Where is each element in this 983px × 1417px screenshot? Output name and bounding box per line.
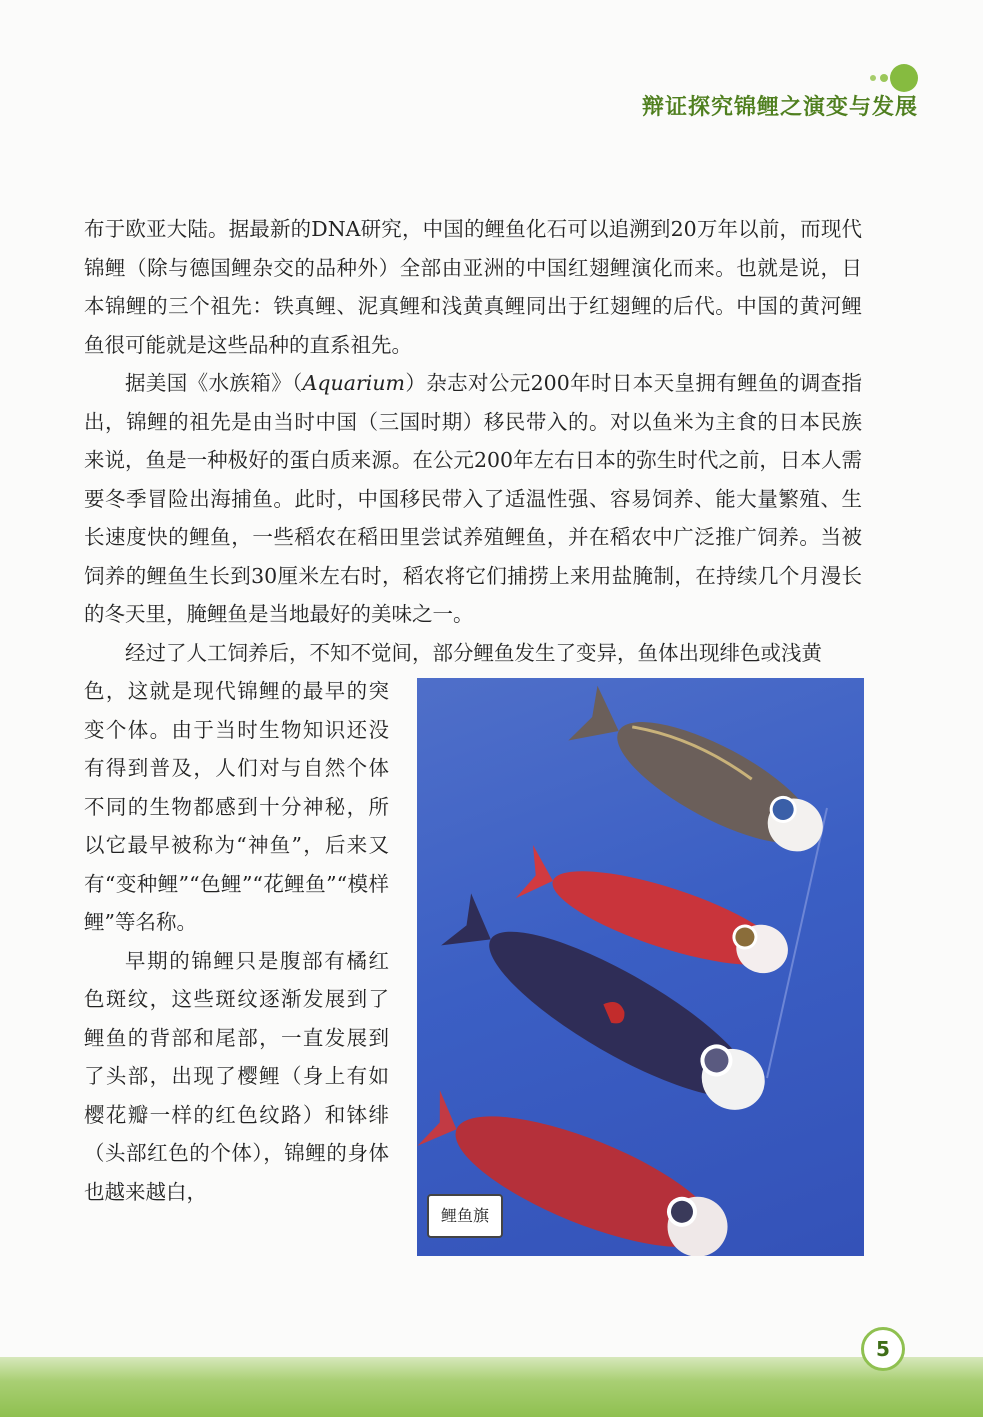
page-number: 5 — [861, 1327, 905, 1371]
carp-streamers-illustration — [417, 678, 864, 1256]
paragraph-3-rest: 色，这就是现代锦鲤的最早的突变个体。由于当时生物知识还没有得到普及，人们对与自然个体不同的生物都感到十分神秘，所以它最早被称为“神鱼”，后来又有“变种鲤”“色鲤”“花鲤鱼”“模样鲤”等名称。 — [84, 679, 389, 934]
body-text — [84, 210, 862, 1256]
aquarium-term: Aquarium — [302, 371, 405, 395]
photo-caption: 鲤鱼旗 — [427, 1194, 503, 1239]
koinobori-photo-figure — [417, 678, 864, 1256]
paragraph-3-first-line: 经过了人工饲养后，不知不觉间，部分鲤鱼发生了变异，鱼体出现绯色或浅黄 — [125, 640, 822, 665]
carp-streamer-1 — [566, 680, 836, 869]
paragraph-4: 早期的锦鲤只是腹部有橘红色斑纹，这些斑纹逐渐发展到了鲤鱼的背部和尾部，一直发展到了头部，出现了樱鲤（身上有如樱花瓣一样的红色纹路）和钵绯（头部红色的个体），锦鲤的身体也越来越白， — [84, 948, 389, 1204]
footer-band — [0, 1357, 983, 1417]
paragraph-1: 布于欧亚大陆。据最新的DNA研究，中国的鲤鱼化石可以追溯到20万年以前，而现代锦鲤（除与德国鲤杂交的品种外）全部由亚洲的中国红翅鲤演化而来。也就是说，日本锦鲤的三个祖先：铁真鲤、泥真鲤和浅黄真鲤同出于红翅鲤的后代。中国的黄河鲤鱼很可能就是这些品种的直系祖先。 — [84, 217, 862, 357]
running-header-title: 辩证探究锦鲤之演变与发展 — [641, 94, 918, 120]
header-decoration — [868, 62, 928, 92]
large-dot-icon — [890, 64, 918, 92]
small-dot-icon — [880, 74, 888, 82]
small-dot-icon — [870, 75, 876, 81]
koinobori-photo — [417, 678, 864, 1256]
paragraph-2: 据美国《水族箱》（Aquarium）杂志对公元200年时日本天皇拥有鲤鱼的调查指出，锦鲤的祖先是由当时中国（三国时期）移民带入的。对以鱼米为主食的日本民族来说，鱼是一种极好的蛋白质来源。在公元200年左右日本的弥生时代之前，日本人需要冬季冒险出海捕鱼。此时，中国移民带入了适温性强、容易饲养、能大量繁殖、生长速度快的鲤鱼，一些稻农在稻田里尝试养殖鲤鱼，并在稻农中广泛推广饲养。当被饲养的鲤鱼生长到30厘米左右时，稻农将它们捕捞上来用盐腌制，在持续几个月漫长的冬天里，腌鲤鱼是当地最好的美味之一。 — [84, 371, 862, 626]
